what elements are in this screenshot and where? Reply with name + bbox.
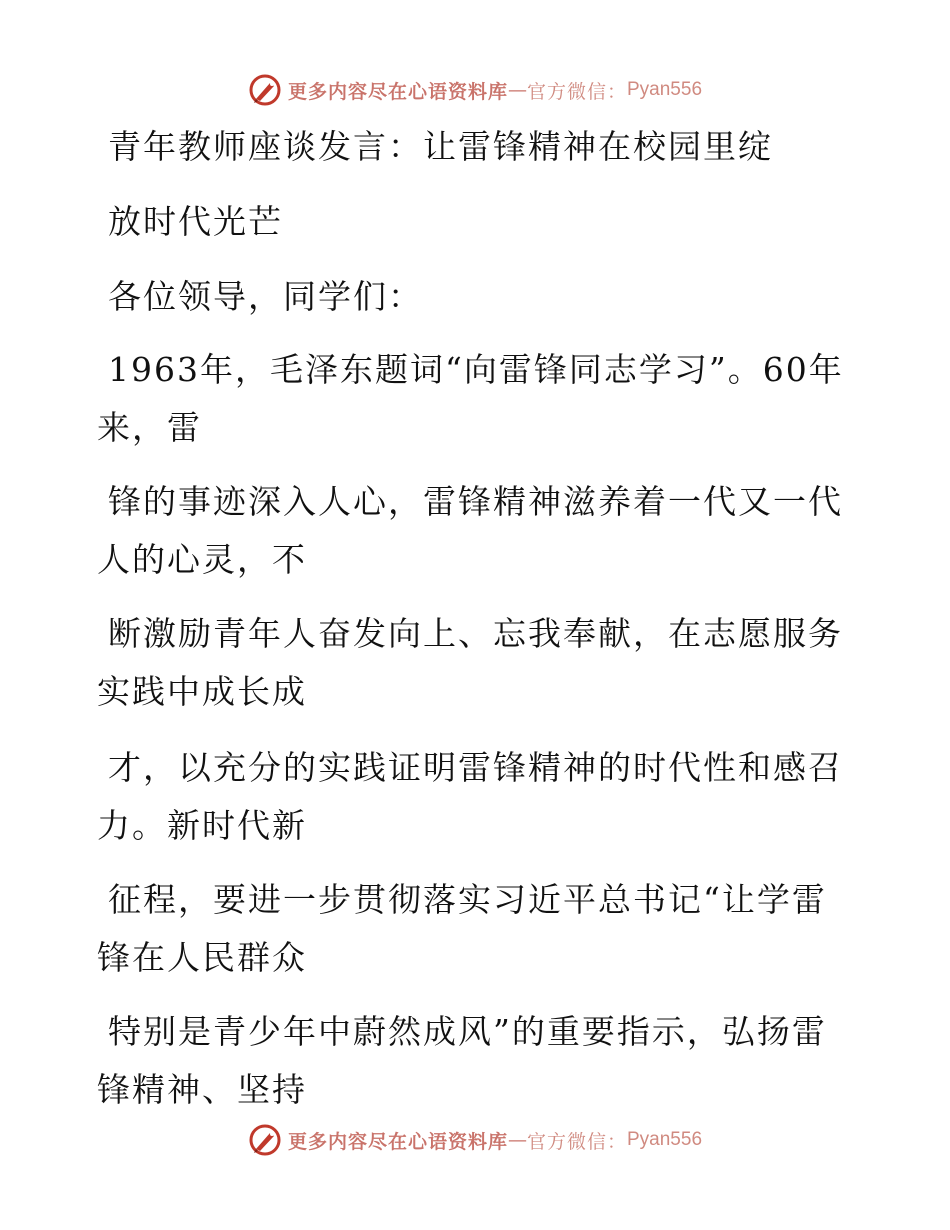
document-title-line-2: 放时代光芒 [108, 202, 283, 241]
watermark-wechat-label: 官方微信： [526, 1130, 627, 1153]
body-line: 断激励青年人奋发向上、忘我奉献，在志愿服务 [108, 614, 843, 653]
pen-logo-icon [248, 73, 282, 107]
watermark-wechat-id: Pyan556 [627, 1129, 703, 1150]
header-watermark-banner [0, 70, 950, 110]
body-line: 锋的事迹深入人心，雷锋精神滋养着一代又一代 [108, 482, 843, 521]
watermark-separator: — [507, 79, 527, 101]
pen-logo-icon [248, 1123, 282, 1157]
body-line: 锋在人民群众 [97, 938, 307, 977]
body-line: 才，以充分的实践证明雷锋精神的时代性和感召 [108, 748, 843, 787]
body-line: 来，雷 [97, 408, 202, 447]
watermark-separator: — [507, 1129, 527, 1151]
watermark-main-text: 更多内容尽在心语资料库 [287, 1130, 508, 1153]
watermark-main-text: 更多内容尽在心语资料库 [287, 80, 508, 103]
watermark-wechat-id: Pyan556 [627, 79, 703, 100]
document-title-line-1: 青年教师座谈发言：让雷锋精神在校园里绽 [108, 127, 773, 166]
watermark-wechat-label: 官方微信： [526, 80, 627, 103]
body-line: 实践中成长成 [97, 672, 307, 711]
salutation: 各位领导，同学们： [108, 277, 423, 316]
body-line: 特别是青少年中蔚然成风”的重要指示，弘扬雷 [108, 1012, 827, 1051]
body-line: 锋精神、坚持 [97, 1070, 307, 1109]
body-line: 人的心灵，不 [97, 540, 307, 579]
body-line: 力。新时代新 [97, 806, 307, 845]
body-line: 征程，要进一步贯彻落实习近平总书记“让学雷 [108, 880, 827, 919]
footer-watermark-banner [0, 1120, 950, 1160]
body-line: 1963年，毛泽东题词“向雷锋同志学习”。60年 [108, 350, 844, 389]
